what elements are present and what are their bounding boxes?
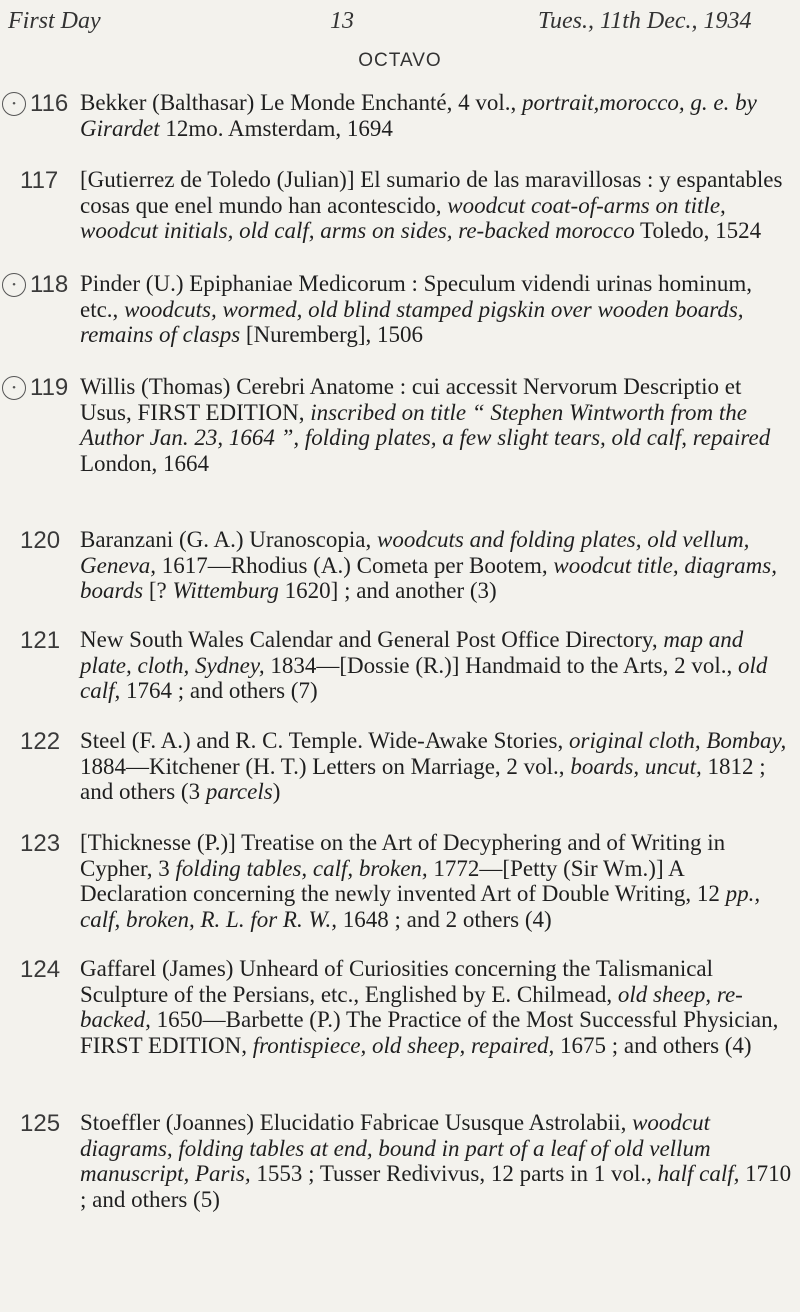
italic-text: half calf, xyxy=(657,1161,740,1186)
lot-description xyxy=(80,830,792,932)
lot-description xyxy=(80,374,792,476)
lot-description xyxy=(80,956,792,1058)
italic-text: parcels xyxy=(205,779,273,804)
roman-text: Bekker (Balthasar) Le Monde Enchanté, 4 vol., xyxy=(80,90,522,115)
roman-text: Baranzani (G. A.) Uranoscopia, xyxy=(80,527,377,552)
roman-text: 1812 ; and others (3 xyxy=(80,753,766,804)
roman-text: 1834—[Dossie (R.)] Handmaid to the Arts, 2 vol., xyxy=(264,652,738,678)
lot-description xyxy=(80,1110,792,1212)
italic-text: old calf, xyxy=(80,652,768,703)
roman-text: 1620] ; and another (3) xyxy=(278,578,497,603)
lot-number: 121 xyxy=(20,627,61,654)
roman-text: 1553 ; Tusser Redivivus, 12 parts in 1 vol., xyxy=(250,1161,658,1186)
lot-entry xyxy=(0,167,800,245)
roman-text: 12mo. Amsterdam, 1694 xyxy=(159,115,393,141)
italic-text: boards, uncut, xyxy=(570,753,702,779)
sale-date: Tues., 11th Dec., 1934 xyxy=(538,8,752,34)
italic-text: woodcut diagrams, folding tables at end, bound in part of a leaf of old vellum manuscript, Paris, xyxy=(80,1110,711,1186)
lot-entry xyxy=(0,271,800,349)
roman-text: Toledo, 1524 xyxy=(634,218,762,243)
lot-entry xyxy=(0,1110,800,1214)
lot-number: 120 xyxy=(20,527,61,554)
roman-text: Willis (Thomas) Cerebri Anatome : cui accessit Nervorum Descriptio et Usus, FIRST EDITION, xyxy=(80,374,742,425)
lot-description xyxy=(80,527,792,604)
lot-description xyxy=(80,728,792,805)
italic-text: folding tables, calf, broken, xyxy=(175,855,428,881)
section-heading: OCTAVO xyxy=(358,50,442,71)
lot-description xyxy=(80,167,792,244)
page-header xyxy=(0,0,800,42)
lot-number: 123 xyxy=(20,830,61,857)
lot-number: 117 xyxy=(20,167,59,194)
italic-text: frontispiece, old sheep, repaired, xyxy=(252,1032,555,1058)
roman-text: Gaffarel (James) Unheard of Curiosities concerning the Talismanical Sculpture of the Persians, etc., Englished by E. Chilmead, xyxy=(80,956,714,1007)
italic-text: map and plate, cloth, Sydney, xyxy=(80,627,744,678)
roman-text: 1710 ; and others (5) xyxy=(80,1161,792,1212)
italic-text: woodcut title, diagrams, boards xyxy=(80,552,777,603)
italic-text: woodcuts, wormed, old blind stamped pigskin over wooden boards, remains of clasps xyxy=(80,296,744,347)
circled-mark-icon: • xyxy=(2,92,26,116)
lot-number: 118 xyxy=(30,271,69,298)
roman-text: [Thicknesse (P.)] Treatise on the Art of Decyphering and of Writing in Cypher, 3 xyxy=(80,830,726,881)
lot-number: 119 xyxy=(30,374,69,401)
italic-text: pp., calf, broken, R. L. for R. W., xyxy=(80,881,761,932)
lot-entry xyxy=(0,374,800,502)
lot-description xyxy=(80,627,792,704)
roman-text: 1772—[Petty (Sir Wm.)] A Declaration concerning the newly invented Art of Double Writing, 12 xyxy=(80,855,726,906)
lot-description xyxy=(80,90,792,141)
roman-text: London, 1664 xyxy=(80,450,210,476)
lot-entry xyxy=(0,830,800,934)
roman-text: [Nuremberg], 1506 xyxy=(240,322,424,347)
lot-number: 122 xyxy=(20,728,61,755)
lot-entry xyxy=(0,627,800,705)
circled-mark-icon: • xyxy=(2,273,26,297)
lot-number: 116 xyxy=(30,90,69,117)
lot-entry xyxy=(0,90,800,142)
italic-text: woodcuts and folding plates, old vellum, Geneva, xyxy=(80,527,750,578)
lot-number: 125 xyxy=(20,1110,61,1137)
italic-text: Wittemburg xyxy=(172,578,279,603)
roman-text: New South Wales Calendar and General Post Office Directory, xyxy=(80,627,664,652)
roman-text: Stoeffler (Joannes) Elucidatio Fabricae Ususque Astrolabii, xyxy=(80,1110,633,1135)
italic-text: inscribed on title “ Stephen Wintworth from the Author Jan. 23, 1664 ”, folding plates, a few slight tears, old calf, repaired xyxy=(80,399,771,450)
roman-text: 1650—Barbette (P.) The Practice of the Most Successful Physician, FIRST EDITION, xyxy=(80,1007,779,1058)
roman-text: 1617—Rhodius (A.) Cometa per Bootem, xyxy=(156,552,554,578)
lot-entry xyxy=(0,728,800,806)
italic-text: portrait, xyxy=(521,90,600,115)
roman-text: 1675 ; and others (4) xyxy=(554,1032,752,1058)
lot-number: 124 xyxy=(20,956,61,983)
roman-text: 1764 ; and others (7) xyxy=(120,678,318,703)
italic-text: woodcut coat-of-arms on title, woodcut initials, old calf, arms on sides, re-backed morocco xyxy=(80,192,726,243)
roman-text: ) xyxy=(272,779,281,804)
italic-text: old sheep, re-backed, xyxy=(80,981,743,1032)
roman-text: Steel (F. A.) and R. C. Temple. Wide-Awake Stories, xyxy=(80,728,570,753)
italic-text: morocco, g. e. by Girardet xyxy=(80,90,757,141)
lot-description xyxy=(80,271,792,348)
circled-mark-icon: • xyxy=(2,376,26,400)
page-number: 13 xyxy=(330,8,354,34)
roman-text: 1884—Kitchener (H. T.) Letters on Marriage, 2 vol., xyxy=(80,753,571,779)
sale-day: First Day xyxy=(8,8,101,34)
roman-text: Pinder (U.) Epiphaniae Medicorum : Speculum videndi urinas hominum, etc., xyxy=(80,271,752,322)
roman-text: [Gutierrez de Toledo (Julian)] El sumario de las maravillosas : y espantables cosas que enel mundo han acontescido, xyxy=(80,167,783,218)
italic-text: original cloth, Bombay, xyxy=(569,728,787,753)
roman-text: 1648 ; and 2 others (4) xyxy=(337,906,552,932)
roman-text: [? xyxy=(143,578,173,603)
lot-entry xyxy=(0,527,800,605)
lot-entry xyxy=(0,956,800,1084)
